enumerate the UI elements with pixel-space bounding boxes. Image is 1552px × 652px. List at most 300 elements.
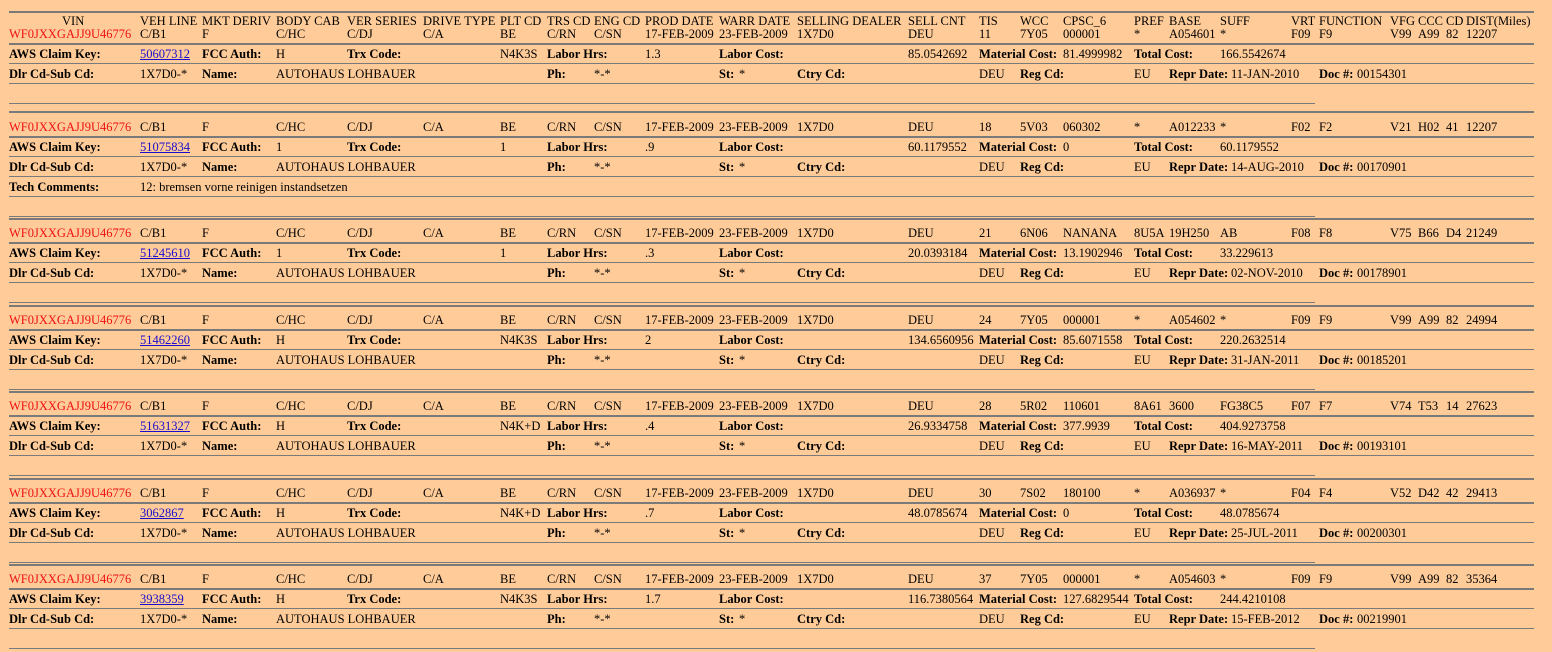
label-doc-no: Doc #: <box>1319 526 1354 540</box>
record-claim-divider <box>9 156 1534 157</box>
column-header-drive-type: DRIVE TYPE <box>423 14 496 28</box>
cell-reg-cd: EU <box>1134 67 1151 81</box>
aws-claim-key-link[interactable]: 51631327 <box>140 419 190 433</box>
aws-claim-key-link[interactable]: 51075834 <box>140 140 190 154</box>
cell-name: AUTOHAUS LOHBAUER <box>276 67 416 81</box>
label-repr-date: Repr Date: <box>1169 526 1229 540</box>
cell-body-cab: C/HC <box>276 313 306 327</box>
cell-suff: FG38C5 <box>1220 399 1264 413</box>
cell-selling-dealer: 1X7D0 <box>797 226 834 240</box>
cell-repr-date: 02-NOV-2010 <box>1231 266 1303 280</box>
label-fcc-auth: FCC Auth: <box>202 333 262 347</box>
record-dealer-divider <box>9 83 1534 84</box>
record-top-divider <box>9 218 1534 220</box>
record-separator <box>9 648 1315 649</box>
column-header-ccc: CCC <box>1418 14 1444 28</box>
cell-fcc-auth: 1 <box>276 246 283 260</box>
label-doc-no: Doc #: <box>1319 439 1354 453</box>
label-st: St: <box>719 160 735 174</box>
label-dlr-cd-sub-cd: Dlr Cd-Sub Cd: <box>9 353 95 367</box>
column-header-mkt-deriv: MKT DERIV <box>202 14 271 28</box>
cell-trx-code: 1 <box>500 246 507 260</box>
label-aws-claim-key: AWS Claim Key: <box>9 140 101 154</box>
cell-drive-type: C/A <box>423 120 444 134</box>
cell-labor-cost: 20.0393184 <box>908 246 968 260</box>
label-repr-date: Repr Date: <box>1169 266 1229 280</box>
cell-ctry-cd: DEU <box>979 439 1005 453</box>
label-ctry-cd: Ctry Cd: <box>797 67 846 81</box>
cell-ver-series: C/DJ <box>347 120 373 134</box>
record-dealer-divider <box>9 628 1534 629</box>
label-fcc-auth: FCC Auth: <box>202 47 262 61</box>
label-ph: Ph: <box>547 439 566 453</box>
cell-eng-cd: C/SN <box>594 572 622 586</box>
cell-vin: WF0JXXGAJJ9U46776 <box>9 226 132 240</box>
cell-function: F8 <box>1319 226 1333 240</box>
label-labor-cost: Labor Cost: <box>719 592 784 606</box>
cell-trs-cd: C/RN <box>547 486 577 500</box>
cell-dlr-cd-sub-cd: 1X7D0-* <box>140 439 188 453</box>
cell-dist: 27623 <box>1466 399 1498 413</box>
cell-trs-cd: C/RN <box>547 399 577 413</box>
cell-ccc: D42 <box>1418 486 1440 500</box>
cell-total-cost: 220.2632514 <box>1220 333 1286 347</box>
label-material-cost: Material Cost: <box>979 246 1058 260</box>
cell-dlr-cd-sub-cd: 1X7D0-* <box>140 353 188 367</box>
column-header-cd: CD <box>1446 14 1464 28</box>
label-repr-date: Repr Date: <box>1169 353 1229 367</box>
cell-total-cost: 244.4210108 <box>1220 592 1286 606</box>
cell-ver-series: C/DJ <box>347 313 373 327</box>
cell-ver-series: C/DJ <box>347 399 373 413</box>
cell-tech-comments: 12: bremsen vorne reinigen instandsetzen <box>140 180 348 194</box>
cell-drive-type: C/A <box>423 399 444 413</box>
cell-veh-line: C/B1 <box>140 399 167 413</box>
cell-total-cost: 33.229613 <box>1220 246 1274 260</box>
cell-mkt-deriv: F <box>202 572 209 586</box>
cell-vin: WF0JXXGAJJ9U46776 <box>9 27 132 41</box>
cell-fcc-auth: 1 <box>276 140 283 154</box>
label-ph: Ph: <box>547 160 566 174</box>
aws-claim-key-link[interactable]: 51462260 <box>140 333 190 347</box>
cell-fcc-auth: H <box>276 419 286 433</box>
cell-ph: *-* <box>594 67 611 81</box>
cell-pref: * <box>1134 486 1141 500</box>
aws-claim-key-link[interactable]: 50607312 <box>140 47 190 61</box>
label-st: St: <box>719 526 735 540</box>
cell-vin: WF0JXXGAJJ9U46776 <box>9 120 132 134</box>
cell-prod-date: 17-FEB-2009 <box>645 572 714 586</box>
cell-drive-type: C/A <box>423 572 444 586</box>
cell-material-cost: 81.4999982 <box>1063 47 1123 61</box>
cell-cpsc-6: 180100 <box>1063 486 1101 500</box>
cell-st: * <box>739 266 746 280</box>
cell-veh-line: C/B1 <box>140 27 167 41</box>
cell-pref: * <box>1134 572 1141 586</box>
label-trx-code: Trx Code: <box>347 419 402 433</box>
label-st: St: <box>719 67 735 81</box>
cell-wcc: 7Y05 <box>1020 313 1048 327</box>
cell-labor-hrs: .9 <box>645 140 655 154</box>
cell-repr-date: 31-JAN-2011 <box>1231 353 1300 367</box>
cell-warr-date: 23-FEB-2009 <box>719 399 788 413</box>
cell-labor-cost: 26.9334758 <box>908 419 968 433</box>
column-header-cpsc-6: CPSC_6 <box>1063 14 1107 28</box>
cell-doc-no: 00219901 <box>1357 612 1407 626</box>
cell-reg-cd: EU <box>1134 612 1151 626</box>
cell-name: AUTOHAUS LOHBAUER <box>276 439 416 453</box>
label-dlr-cd-sub-cd: Dlr Cd-Sub Cd: <box>9 67 95 81</box>
cell-name: AUTOHAUS LOHBAUER <box>276 266 416 280</box>
label-reg-cd: Reg Cd: <box>1020 353 1065 367</box>
aws-claim-key-link[interactable]: 3938359 <box>140 592 184 606</box>
cell-total-cost: 60.1179552 <box>1220 140 1279 154</box>
cell-body-cab: C/HC <box>276 226 306 240</box>
cell-veh-line: C/B1 <box>140 226 167 240</box>
cell-st: * <box>739 612 746 626</box>
cell-ccc: T53 <box>1418 399 1439 413</box>
cell-function: F9 <box>1319 313 1333 327</box>
label-fcc-auth: FCC Auth: <box>202 506 262 520</box>
cell-labor-cost: 48.0785674 <box>908 506 968 520</box>
label-reg-cd: Reg Cd: <box>1020 160 1065 174</box>
record-claim-divider <box>9 608 1534 609</box>
label-repr-date: Repr Date: <box>1169 160 1229 174</box>
cell-veh-line: C/B1 <box>140 486 167 500</box>
cell-vrt: F09 <box>1291 572 1311 586</box>
cell-dlr-cd-sub-cd: 1X7D0-* <box>140 266 188 280</box>
cell-selling-dealer: 1X7D0 <box>797 313 834 327</box>
cell-ctry-cd: DEU <box>979 160 1005 174</box>
cell-tis: 24 <box>979 313 992 327</box>
cell-vrt: F04 <box>1291 486 1311 500</box>
cell-sell-cnt: DEU <box>908 226 934 240</box>
cell-ph: *-* <box>594 160 611 174</box>
label-total-cost: Total Cost: <box>1134 333 1193 347</box>
cell-trx-code: N4K+D <box>500 506 541 520</box>
cell-dlr-cd-sub-cd: 1X7D0-* <box>140 526 188 540</box>
cell-labor-cost: 134.6560956 <box>908 333 974 347</box>
cell-base: A054601 <box>1169 27 1216 41</box>
cell-material-cost: 377.9939 <box>1063 419 1110 433</box>
cell-function: F2 <box>1319 120 1333 134</box>
cell-selling-dealer: 1X7D0 <box>797 27 834 41</box>
column-header-suff: SUFF <box>1220 14 1250 28</box>
cell-vfg: V99 <box>1390 572 1412 586</box>
label-dlr-cd-sub-cd: Dlr Cd-Sub Cd: <box>9 266 95 280</box>
cell-trs-cd: C/RN <box>547 27 577 41</box>
cell-function: F9 <box>1319 572 1333 586</box>
cell-reg-cd: EU <box>1134 160 1151 174</box>
column-header-body-cab: BODY CAB <box>276 14 340 28</box>
record-top-divider <box>9 305 1534 307</box>
cell-doc-no: 00200301 <box>1357 526 1407 540</box>
cell-cd: 14 <box>1446 399 1459 413</box>
cell-vfg: V99 <box>1390 27 1412 41</box>
label-dlr-cd-sub-cd: Dlr Cd-Sub Cd: <box>9 439 95 453</box>
column-header-function: FUNCTION <box>1319 14 1383 28</box>
label-name: Name: <box>202 353 238 367</box>
cell-veh-line: C/B1 <box>140 572 167 586</box>
record-main-divider <box>9 136 1534 138</box>
cell-cd: 82 <box>1446 27 1459 41</box>
cell-ctry-cd: DEU <box>979 612 1005 626</box>
cell-cpsc-6: 060302 <box>1063 120 1101 134</box>
cell-ver-series: C/DJ <box>347 572 373 586</box>
cell-st: * <box>739 67 746 81</box>
label-trx-code: Trx Code: <box>347 506 402 520</box>
cell-drive-type: C/A <box>423 486 444 500</box>
column-header-base: BASE <box>1169 14 1201 28</box>
label-labor-hrs: Labor Hrs: <box>547 419 608 433</box>
cell-ccc: A99 <box>1418 572 1440 586</box>
column-header-trs-cd: TRS CD <box>547 14 591 28</box>
cell-tis: 18 <box>979 120 992 134</box>
cell-vin: WF0JXXGAJJ9U46776 <box>9 486 132 500</box>
column-header-sell-cnt: SELL CNT <box>908 14 966 28</box>
cell-total-cost: 404.9273758 <box>1220 419 1286 433</box>
label-labor-cost: Labor Cost: <box>719 419 784 433</box>
cell-total-cost: 48.0785674 <box>1220 506 1280 520</box>
label-st: St: <box>719 439 735 453</box>
aws-claim-key-link[interactable]: 51245610 <box>140 246 190 260</box>
cell-suff: * <box>1220 313 1227 327</box>
cell-material-cost: 0 <box>1063 506 1070 520</box>
label-fcc-auth: FCC Auth: <box>202 246 262 260</box>
cell-pref: * <box>1134 27 1141 41</box>
label-repr-date: Repr Date: <box>1169 612 1229 626</box>
label-labor-hrs: Labor Hrs: <box>547 47 608 61</box>
record-claim-divider <box>9 435 1534 436</box>
record-main-divider <box>9 415 1534 417</box>
cell-warr-date: 23-FEB-2009 <box>719 572 788 586</box>
cell-repr-date: 25-JUL-2011 <box>1231 526 1298 540</box>
column-header-pref: PREF <box>1134 14 1164 28</box>
label-labor-cost: Labor Cost: <box>719 333 784 347</box>
cell-cd: 82 <box>1446 313 1459 327</box>
cell-mkt-deriv: F <box>202 486 209 500</box>
cell-material-cost: 13.1902946 <box>1063 246 1123 260</box>
label-aws-claim-key: AWS Claim Key: <box>9 506 101 520</box>
cell-vin: WF0JXXGAJJ9U46776 <box>9 399 132 413</box>
cell-eng-cd: C/SN <box>594 313 622 327</box>
column-header-ver-series: VER SERIES <box>347 14 417 28</box>
cell-base: A012233 <box>1169 120 1216 134</box>
label-labor-hrs: Labor Hrs: <box>547 506 608 520</box>
cell-mkt-deriv: F <box>202 120 209 134</box>
cell-prod-date: 17-FEB-2009 <box>645 486 714 500</box>
cell-ph: *-* <box>594 526 611 540</box>
record-separator <box>9 389 1315 390</box>
column-header-plt-cd: PLT CD <box>500 14 542 28</box>
record-separator <box>9 216 1315 217</box>
record-separator <box>9 302 1315 303</box>
label-ctry-cd: Ctry Cd: <box>797 612 846 626</box>
cell-warr-date: 23-FEB-2009 <box>719 27 788 41</box>
label-total-cost: Total Cost: <box>1134 419 1193 433</box>
cell-reg-cd: EU <box>1134 353 1151 367</box>
label-name: Name: <box>202 266 238 280</box>
cell-warr-date: 23-FEB-2009 <box>719 486 788 500</box>
cell-eng-cd: C/SN <box>594 27 622 41</box>
cell-plt-cd: BE <box>500 486 516 500</box>
cell-ver-series: C/DJ <box>347 27 373 41</box>
column-header-vfg: VFG <box>1390 14 1416 28</box>
record-separator <box>9 103 1315 104</box>
cell-drive-type: C/A <box>423 27 444 41</box>
cell-repr-date: 11-JAN-2010 <box>1231 67 1300 81</box>
cell-fcc-auth: H <box>276 47 286 61</box>
cell-doc-no: 00185201 <box>1357 353 1407 367</box>
label-doc-no: Doc #: <box>1319 353 1354 367</box>
cell-cd: D4 <box>1446 226 1462 240</box>
record-top-divider <box>9 478 1534 480</box>
cell-vrt: F02 <box>1291 120 1311 134</box>
cell-name: AUTOHAUS LOHBAUER <box>276 612 416 626</box>
cell-ccc: A99 <box>1418 27 1440 41</box>
cell-wcc: 7Y05 <box>1020 572 1048 586</box>
cell-st: * <box>739 526 746 540</box>
label-material-cost: Material Cost: <box>979 592 1058 606</box>
record-main-divider <box>9 242 1534 244</box>
cell-eng-cd: C/SN <box>594 226 622 240</box>
cell-ccc: A99 <box>1418 313 1440 327</box>
cell-dlr-cd-sub-cd: 1X7D0-* <box>140 67 188 81</box>
cell-reg-cd: EU <box>1134 439 1151 453</box>
cell-trx-code: 1 <box>500 140 507 154</box>
cell-plt-cd: BE <box>500 226 516 240</box>
cell-selling-dealer: 1X7D0 <box>797 399 834 413</box>
label-trx-code: Trx Code: <box>347 47 402 61</box>
cell-sell-cnt: DEU <box>908 27 934 41</box>
cell-wcc: 5V03 <box>1020 120 1048 134</box>
cell-tis: 30 <box>979 486 992 500</box>
cell-cpsc-6: NANANA <box>1063 226 1118 240</box>
cell-cpsc-6: 000001 <box>1063 313 1101 327</box>
cell-wcc: 7Y05 <box>1020 27 1048 41</box>
label-dlr-cd-sub-cd: Dlr Cd-Sub Cd: <box>9 160 95 174</box>
label-ph: Ph: <box>547 612 566 626</box>
record-main-divider <box>9 329 1534 331</box>
cell-prod-date: 17-FEB-2009 <box>645 226 714 240</box>
label-trx-code: Trx Code: <box>347 140 402 154</box>
cell-labor-hrs: .7 <box>645 506 655 520</box>
label-aws-claim-key: AWS Claim Key: <box>9 592 101 606</box>
cell-cpsc-6: 000001 <box>1063 27 1101 41</box>
cell-base: 19H250 <box>1169 226 1210 240</box>
cell-dlr-cd-sub-cd: 1X7D0-* <box>140 612 188 626</box>
cell-wcc: 6N06 <box>1020 226 1048 240</box>
label-ph: Ph: <box>547 526 566 540</box>
cell-doc-no: 00193101 <box>1357 439 1407 453</box>
cell-dlr-cd-sub-cd: 1X7D0-* <box>140 160 188 174</box>
cell-suff: * <box>1220 486 1227 500</box>
cell-reg-cd: EU <box>1134 526 1151 540</box>
cell-ctry-cd: DEU <box>979 266 1005 280</box>
cell-mkt-deriv: F <box>202 27 209 41</box>
cell-repr-date: 14-AUG-2010 <box>1231 160 1304 174</box>
record-dealer-divider <box>9 455 1534 456</box>
record-dealer-divider <box>9 176 1534 177</box>
cell-function: F9 <box>1319 27 1333 41</box>
cell-trs-cd: C/RN <box>547 120 577 134</box>
label-total-cost: Total Cost: <box>1134 592 1193 606</box>
label-material-cost: Material Cost: <box>979 333 1058 347</box>
cell-dist: 35364 <box>1466 572 1498 586</box>
cell-selling-dealer: 1X7D0 <box>797 486 834 500</box>
cell-prod-date: 17-FEB-2009 <box>645 313 714 327</box>
label-reg-cd: Reg Cd: <box>1020 439 1065 453</box>
cell-base: A054602 <box>1169 313 1216 327</box>
cell-ph: *-* <box>594 353 611 367</box>
column-header-wcc: WCC <box>1020 14 1049 28</box>
cell-ctry-cd: DEU <box>979 353 1005 367</box>
cell-doc-no: 00170901 <box>1357 160 1407 174</box>
label-ph: Ph: <box>547 266 566 280</box>
label-st: St: <box>719 266 735 280</box>
cell-ver-series: C/DJ <box>347 226 373 240</box>
cell-cd: 82 <box>1446 572 1459 586</box>
cell-sell-cnt: DEU <box>908 572 934 586</box>
cell-dist: 29413 <box>1466 486 1498 500</box>
cell-vfg: V99 <box>1390 313 1412 327</box>
cell-base: A054603 <box>1169 572 1216 586</box>
cell-ccc: H02 <box>1418 120 1440 134</box>
cell-vrt: F08 <box>1291 226 1311 240</box>
label-reg-cd: Reg Cd: <box>1020 266 1065 280</box>
label-total-cost: Total Cost: <box>1134 246 1193 260</box>
label-ph: Ph: <box>547 353 566 367</box>
label-fcc-auth: FCC Auth: <box>202 592 262 606</box>
cell-material-cost: 127.6829544 <box>1063 592 1129 606</box>
cell-veh-line: C/B1 <box>140 120 167 134</box>
cell-doc-no: 00154301 <box>1357 67 1407 81</box>
label-name: Name: <box>202 67 238 81</box>
label-ctry-cd: Ctry Cd: <box>797 439 846 453</box>
cell-plt-cd: BE <box>500 399 516 413</box>
cell-vrt: F09 <box>1291 313 1311 327</box>
cell-warr-date: 23-FEB-2009 <box>719 313 788 327</box>
label-total-cost: Total Cost: <box>1134 506 1193 520</box>
label-ctry-cd: Ctry Cd: <box>797 160 846 174</box>
label-aws-claim-key: AWS Claim Key: <box>9 246 101 260</box>
record-dealer-divider <box>9 282 1534 283</box>
record-claim-divider <box>9 63 1534 64</box>
record-dealer-divider <box>9 369 1534 370</box>
cell-material-cost: 85.6071558 <box>1063 333 1123 347</box>
cell-fcc-auth: H <box>276 506 286 520</box>
cell-trx-code: N4K+D <box>500 419 541 433</box>
label-name: Name: <box>202 612 238 626</box>
column-header-veh-line: VEH LINE <box>140 14 198 28</box>
aws-claim-key-link[interactable]: 3062867 <box>140 506 184 520</box>
record-main-divider <box>9 588 1534 590</box>
label-aws-claim-key: AWS Claim Key: <box>9 333 101 347</box>
cell-labor-cost: 85.0542692 <box>908 47 968 61</box>
cell-suff: * <box>1220 120 1227 134</box>
label-tech-comments: Tech Comments: <box>9 180 100 194</box>
label-repr-date: Repr Date: <box>1169 439 1229 453</box>
label-doc-no: Doc #: <box>1319 266 1354 280</box>
label-aws-claim-key: AWS Claim Key: <box>9 47 101 61</box>
label-st: St: <box>719 612 735 626</box>
label-reg-cd: Reg Cd: <box>1020 67 1065 81</box>
record-main-divider <box>9 502 1534 504</box>
label-labor-cost: Labor Cost: <box>719 506 784 520</box>
cell-prod-date: 17-FEB-2009 <box>645 120 714 134</box>
cell-ctry-cd: DEU <box>979 67 1005 81</box>
cell-trx-code: N4K3S <box>500 47 538 61</box>
